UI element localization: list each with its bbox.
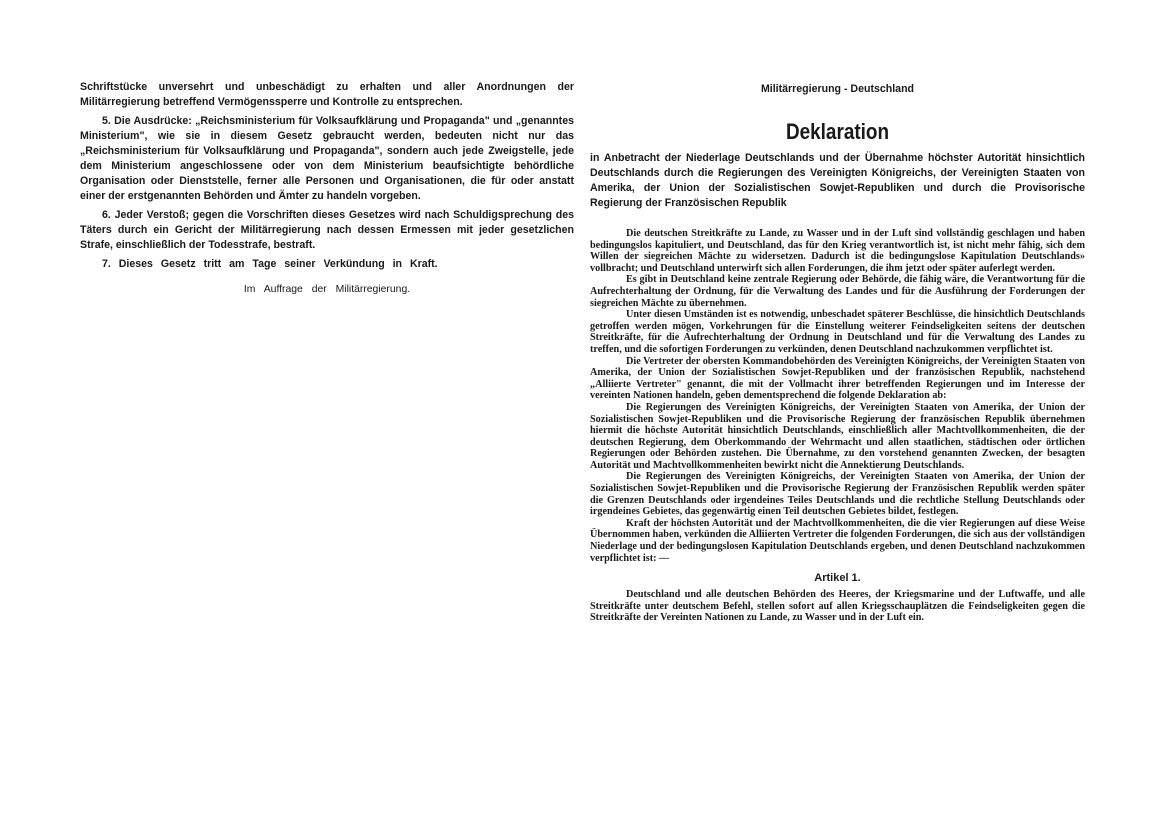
declaration-paragraph: Unter diesen Umständen ist es notwendig, unbeschadet späterer Beschlüsse, die hinsichtlich Deutschlands getroffen werden mögen, Vorkehrungen für die Einstellung weiterer Feindseligkeiten seitens der deutschen Streitkräfte, für die Aufrechterhaltung der Ordnung in Deutschland und für die Verwaltung des Landes zu treffen, und die sofortigen Forderungen zu verkünden, denen Deutschland nachzukommen verpflichtet ist. [590, 309, 1085, 355]
signoff-line: Im Auffrage der Militärregierung. [243, 284, 411, 295]
declaration-paragraph: Die Regierungen des Vereinigten Königreichs, der Vereinigten Staaten von Amerika, der Union der Sozialistischen Sowjet-Republiken und die Provisorische Regierung der französischen Republik übernehmen hiermit die höchste Autorität hinsichtlich Deutschlands, einschließlich aller Machtvollkommenheiten, die der deutschen Regierung, dem Oberkommando der Wehrmacht und allen staatlichen, städtischen oder örtlichen Regierungen oder Behörden zustehen. Die Übernahme, zu den vorstehend genannten Zwecken, der besagten Autorität und Machtvollkommenheiten bewirkt nicht die Annektierung Deutschlands. [590, 401, 1085, 471]
paragraph-7: 7. Dieses Gesetz tritt am Tage seiner Verkündung in Kraft. [102, 258, 438, 270]
left-column [80, 80, 574, 297]
article-paragraph: Deutschland und alle deutschen Behörden des Heeres, der Kriegsmarine und der Luftwaffe, und alle Streitkräfte unter deutschem Befehl, stellen sofort auf allen Kriegsschauplätzen die Feindseligkeiten gegen die Streitkräfte der Vereinten Nationen zu Lande, zu Wasser und in der Luft ein. [590, 589, 1085, 624]
declaration-paragraph: Die Vertreter der obersten Kommandobehörden des Vereinigten Königreichs, der Vereinigten Staaten von Amerika, der Union der Sozialistischen Sowjet-Republiken und der französischen Republik, nachstehend „Alliierte Vertreter" genannt, die mit der Vollmacht ihrer betreffenden Regierungen und im Interesse der vereinten Nationen handeln, geben dementsprechend die folgende Deklaration ab: [590, 355, 1085, 402]
declaration-body [590, 228, 1085, 624]
article-heading: Artikel 1. [814, 572, 861, 585]
document-header: Militärregierung - Deutschland [760, 83, 915, 95]
declaration-paragraph: Die deutschen Streitkräfte zu Lande, zu Wasser und in der Luft sind vollständig geschlagen und haben bedingungslos kapituliert, und Deutschland, das für den Krieg verantwortlich ist, ist nicht mehr fähig, sich dem Willen der siegreichen Mächte zu widersetzen. Dadurch ist die bedingungslose Kapitulation Deutschlands» vollbracht; und Deutschland unterwirft sich allen Forderungen, die ihm jetzt oder später auferlegt werden. [590, 228, 1085, 274]
declaration-paragraph: Es gibt in Deutschland keine zentrale Regierung oder Behörde, die fähig wäre, die Verantwortung für die Aufrechterhaltung der Ordnung, für die Verwaltung des Landes und für die Ausführung der Forderungen der siegreichen Mächte zu übernehmen. [590, 274, 1085, 309]
paragraph-5: 5. Die Ausdrücke: „Reichsministerium für Volksaufklärung und Propaganda" und „genanntes Ministerium", wie sie in diesem Gesetz gebraucht werden, bedeuten nicht nur das „Reichsministerium für Volksaufklärung und Propaganda", sondern auch jede Zweigstelle, jede dem Ministerium angeschlossene oder von dem Ministerium beaufsichtigte behördliche Organisation oder Dienststelle, ferner alle Personen und Organisationen, die für oder anstatt einer der erstgenannten Behörden und Ämter zu handeln vorgeben. [80, 115, 574, 202]
paragraph-continuation: Schriftstücke unversehrt und unbeschädigt zu erhalten und aller Anordnungen der Militärregierung betreffend Vermögenssperre und Kontrolle zu entsprechen. [80, 81, 574, 108]
preamble: in Anbetracht der Niederlage Deutschlands und der Übernahme höchster Autorität hinsichtlich Deutschlands durch die Regierungen des Vereinigten Königreichs, der Vereinigten Staaten von Amerika, der Union der Sozialistischen Sowjet-Republiken und durch die Provisorische Regierung der Französischen Republik [590, 152, 1085, 209]
declaration-paragraph: Die Regierungen des Vereinigten Königreichs, der Vereinigten Staaten von Amerika, der Union der Sozialistischen Sowjet-Republiken und die Provisorische Regierung der Französischen Republik werden später die Grenzen Deutschlands oder irgendeines Teiles Deutschlands und die rechtliche Stellung Deutschlands oder irgendeines Gebietes, das gegenwärtig einen Teil deutschen Gebietes bildet, festlegen. [590, 471, 1085, 518]
paragraph-6: 6. Jeder Verstoß; gegen die Vorschriften dieses Gesetzes wird nach Schuldigsprechung des Täters durch ein Gericht der Militärregierung nach dessen Ermessen mit jeder gesetzlichen Strafe, einschließlich der Todesstrafe, bestraft. [80, 209, 574, 251]
right-column [590, 82, 1085, 624]
declaration-paragraph: Kraft der höchsten Autorität und der Machtvollkommenheiten, die die vier Regierungen auf diese Weise Übernommen haben, verkünden die Alliierten Vertreter die folgenden Forderungen, die sich aus der vollständigen Niederlage und der bedingungslosen Kapitulation Deutschlands ergeben, und denen Deutschland nachzukommen verpflichtet ist: — [590, 517, 1085, 564]
document-title: Deklaration [785, 119, 890, 144]
